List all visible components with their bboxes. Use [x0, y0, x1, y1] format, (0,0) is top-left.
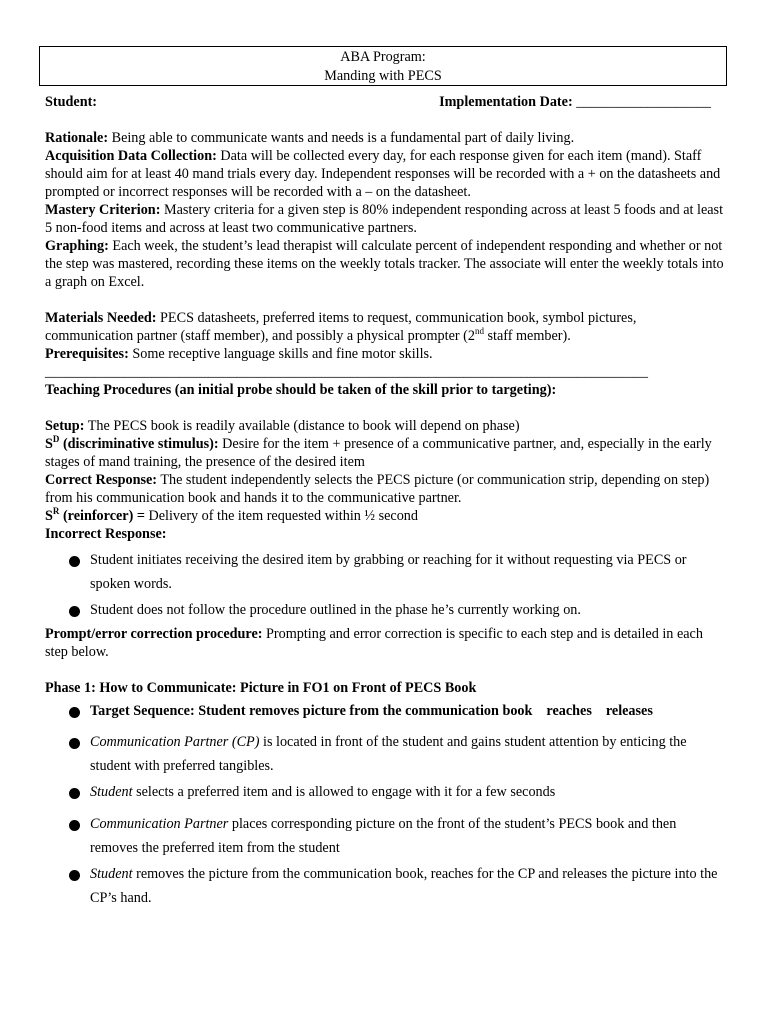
- phase1-b3-text: places corresponding picture on the front of the student’s PECS book and then removes the preferred item from the student: [90, 816, 677, 856]
- incorrect-response-label: Incorrect Response:: [45, 526, 167, 542]
- bullet-icon: [69, 606, 80, 617]
- target-sequence-reaches: reaches: [546, 703, 592, 719]
- bullet-icon: [69, 820, 80, 831]
- prerequisites-text: Some receptive language skills and fine motor skills.: [128, 346, 433, 362]
- incorrect-item-1: Student initiates receiving the desired item by grabbing or reaching for it without requesting via PECS or spoken words.: [90, 552, 687, 592]
- bullet-icon: [69, 556, 80, 567]
- divider-line: _____________________________________________________________________________________: [45, 364, 648, 380]
- rationale-paragraph: [45, 129, 725, 147]
- acquisition-paragraph: [45, 147, 725, 201]
- incorrect-response-heading: [45, 525, 725, 543]
- mastery-text: Mastery criteria for a given step is 80% independent responding across at least 5 foods and at least 5 non-food items and across at least two communicative partners.: [45, 202, 724, 236]
- document-body: [45, 93, 725, 910]
- student-label: Student:: [45, 94, 98, 110]
- graphing-text: Each week, the student’s lead therapist will calculate percent of independent responding and whether or not the step was mastered, recording these items on the weekly totals tracker. The associate will enter the weekly totals into a graph on Excel.: [45, 238, 724, 290]
- sd-label: [45, 436, 219, 452]
- correct-response-label: Correct Response:: [45, 472, 158, 488]
- graphing-label: Graphing:: [45, 238, 109, 254]
- mastery-label: Mastery Criterion:: [45, 202, 161, 218]
- bullet-icon: [69, 788, 80, 799]
- sr-label-s: S: [45, 508, 53, 524]
- phase1-b1-text: is located in front of the student and gains student attention by enticing the student with preferred tangibles.: [90, 734, 687, 774]
- materials-label: Materials Needed:: [45, 310, 157, 326]
- phase1-list: [45, 699, 725, 910]
- correct-response-text: The student independently selects the PECS picture (or communication strip, depending on step) from his communication book and hands it to the communicative partner.: [45, 472, 710, 506]
- phase1-b2-text: selects a preferred item and is allowed to engage with it for a few seconds: [132, 784, 556, 800]
- sd-label-rest: (discriminative stimulus):: [59, 436, 219, 452]
- prerequisites-label: Prerequisites:: [45, 346, 129, 362]
- phase1-b4-text: removes the picture from the communication book, reaches for the CP and releases the picture into the CP’s hand.: [90, 866, 718, 906]
- sr-paragraph: [45, 507, 725, 525]
- materials-text-after: staff member).: [483, 328, 571, 344]
- list-item: [45, 862, 725, 910]
- list-item: [45, 598, 725, 622]
- phase1-b1-em: Communication Partner (CP): [90, 734, 260, 750]
- phase1-b3-em: Communication Partner: [90, 816, 229, 832]
- incorrect-response-list: [45, 548, 725, 622]
- target-sequence-label: Target Sequence: [90, 703, 190, 719]
- sr-label: [45, 508, 145, 524]
- prerequisites-paragraph: [45, 345, 725, 363]
- list-item: [45, 548, 725, 596]
- setup-label: Setup:: [45, 418, 85, 434]
- teaching-procedures-heading-text: Teaching Procedures (an initial probe should be taken of the skill prior to targeting):: [45, 382, 557, 398]
- acquisition-label: Acquisition Data Collection:: [45, 148, 217, 164]
- bullet-icon: [69, 707, 80, 718]
- prompt-correction-label: Prompt/error correction procedure:: [45, 626, 263, 642]
- sr-label-rest: (reinforcer) =: [59, 508, 145, 524]
- list-item: [45, 812, 725, 860]
- implementation-date: [439, 93, 711, 111]
- correct-response-paragraph: [45, 471, 725, 507]
- sr-text: Delivery of the item requested within ½ second: [144, 508, 418, 524]
- prompt-correction-paragraph: [45, 625, 725, 661]
- materials-text-before: PECS datasheets, preferred items to request, communication book, symbol pictures, communication partner (staff member), and possibly a physical prompter (2: [45, 310, 637, 344]
- phase1-b2-em: Student: [90, 784, 133, 800]
- mastery-paragraph: [45, 201, 725, 237]
- teaching-procedures-heading: [45, 381, 725, 399]
- bullet-icon: [69, 738, 80, 749]
- setup-text: The PECS book is readily available (distance to book will depend on phase): [84, 418, 520, 434]
- list-item: [45, 699, 725, 723]
- program-title-box: [39, 46, 727, 86]
- sd-text: Desire for the item + presence of a communicative partner, and, especially in the early stages of mand training, the presence of the desired item: [45, 436, 712, 470]
- sd-label-sup: D: [52, 434, 60, 444]
- phase1-heading-text: Phase 1: How to Communicate: Picture in FO1 on Front of PECS Book: [45, 680, 477, 696]
- target-sequence: [90, 703, 653, 719]
- phase1-b4-em: Student: [90, 866, 133, 882]
- materials-paragraph: [45, 309, 725, 345]
- phase1-heading: [45, 679, 725, 697]
- list-item: [45, 780, 725, 804]
- header-row: [45, 93, 711, 111]
- target-sequence-text: : Student removes picture from the communication book: [189, 703, 533, 719]
- sr-label-sup: R: [52, 506, 60, 516]
- target-sequence-releases: releases: [605, 703, 653, 719]
- implementation-date-blank: ___________________: [576, 94, 711, 110]
- graphing-paragraph: [45, 237, 725, 291]
- list-item: [45, 730, 725, 778]
- sd-paragraph: [45, 435, 725, 471]
- bullet-icon: [69, 870, 80, 881]
- materials-superscript: nd: [474, 326, 484, 336]
- setup-paragraph: [45, 417, 725, 435]
- acquisition-text: Data will be collected every day, for each response given for each item (mand). Staff should aim for at least 40 mand trials every day. Independent responses will be recorded with a + on the datasheets and prompted or incorrect responses will be recorded with a – on the datasheet.: [45, 148, 721, 200]
- rationale-label: Rationale:: [45, 130, 109, 146]
- implementation-date-label: Implementation Date:: [439, 94, 573, 110]
- program-title-line2: Manding with PECS: [324, 68, 442, 84]
- prompt-correction-text: Prompting and error correction is specific to each step and is detailed in each step below.: [45, 626, 703, 660]
- program-title-line1: ABA Program:: [340, 49, 426, 65]
- incorrect-item-2: Student does not follow the procedure outlined in the phase he’s currently working on.: [90, 602, 581, 618]
- sd-label-s: S: [45, 436, 53, 452]
- rationale-text: Being able to communicate wants and needs is a fundamental part of daily living.: [108, 130, 575, 146]
